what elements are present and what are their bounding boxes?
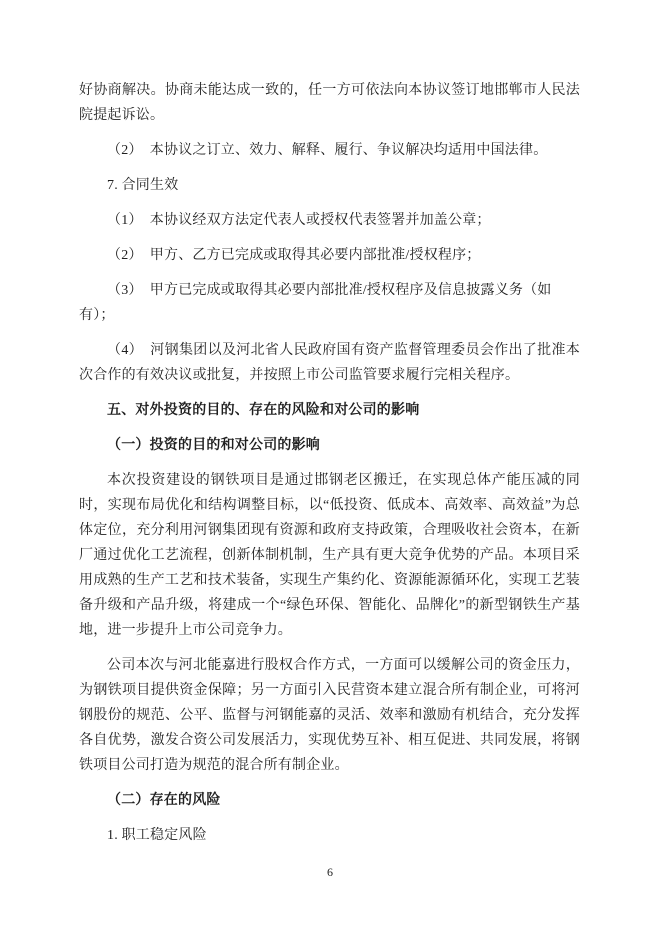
sub-heading-purpose: （一）投资的目的和对公司的影响 — [107, 438, 320, 453]
list-item-4: （4） 河钢集团以及河北省人民政府国有资产监督管理委员会作出了批准本次合作的有效决议或批复，并按照上市公司监管要求履行完相关程序。 — [79, 343, 580, 383]
list-item-3: （3） 甲方已完成或取得其必要内部批准/授权程序及信息披露义务（如有）； — [79, 283, 552, 323]
list-item-1: （1） 本协议经双方法定代表人或授权代表签署并加盖公章； — [107, 213, 491, 228]
section-heading-5: 五、对外投资的目的、存在的风险和对公司的影响 — [107, 403, 420, 418]
clause-heading-contract-effective: 7. 合同生效 — [107, 178, 179, 193]
sub-heading-risks: （二）存在的风险 — [107, 793, 221, 808]
page-number: 6 — [327, 865, 333, 879]
risk-item-1: 1. 职工稳定风险 — [107, 828, 207, 843]
paragraph-continuation: 好协商解决。协商未能达成一致的，任一方可依法向本协议签订地邯郸市人民法院提起诉讼。 — [79, 83, 580, 123]
list-item-2: （2） 甲方、乙方已完成或取得其必要内部批准/授权程序； — [107, 248, 481, 263]
document-body — [79, 78, 580, 858]
paragraph-cooperation-benefit: 公司本次与河北能嘉进行股权合作方式，一方面可以缓解公司的资金压力，为钢铁项目提供资金保障；另一方面引入民营资本建立混合所有制企业，可将河钢股份的规范、公平、监督与河钢能嘉的灵活、效率和激励有机结合，充分发挥各自优势，激发合资公司发展活力，实现优势互补、相互促进、共同发展，将钢铁项目公司打造为规范的混合所有制企业。 — [79, 658, 580, 773]
list-item-law: （2） 本协议之订立、效力、解释、履行、争议解决均适用中国法律。 — [107, 143, 548, 158]
paragraph-investment-purpose: 本次投资建设的钢铁项目是通过邯钢老区搬迁，在实现总体产能压减的同时，实现布局优化和结构调整目标，以“低投资、低成本、高效率、高效益”为总体定位，充分利用河钢集团现有资源和政府支持政策，合理吸收社会资本，在新厂通过优化工艺流程，创新体制机制，生产具有更大竞争优势的产品。本项目采用成熟的生产工艺和技术装备，实现生产集约化、资源能源循环化，实现工艺装备升级和产品升级，将建成一个“绿色环保、智能化、品牌化”的新型钢铁生产基地，进一步提升上市公司竞争力。 — [79, 473, 580, 638]
